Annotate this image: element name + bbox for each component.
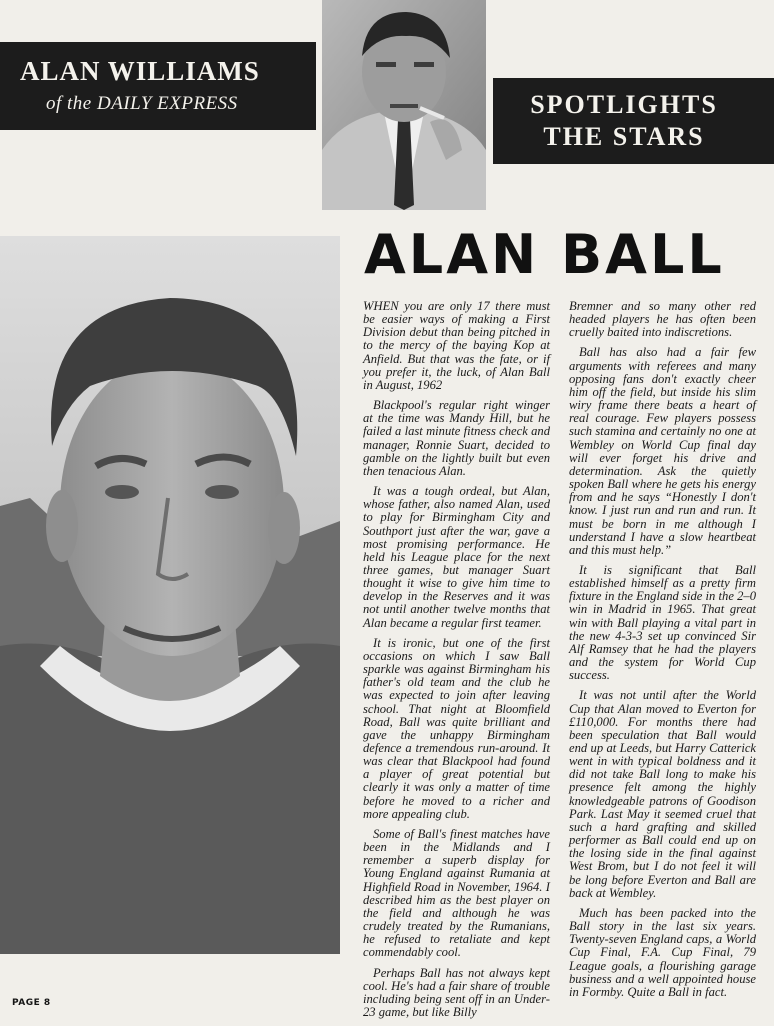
article-paragraph: It was a tough ordeal, but Alan, whose father, also named Alan, used to play for Birmingham City and Southport just after the war, gave a most promising performance. He held his League place for the next three games, but manager Suart thought it wise to give him time to develop in the Reserves and it was not until another twelve months that Alan became a regular first teamer. [363,484,550,630]
article-paragraph: It is significant that Ball established himself as a pretty firm fixture in the England side in the 2–0 win in Madrid in 1965. That great win with Ball playing a vital part in the new 4-3-3 set up convinced Sir Alf Ramsey that he had the players and the system for World Cup success. [569,562,756,683]
article-headline: ALAN BALL [364,223,725,286]
byline-banner [0,42,316,130]
article-column-1 [363,300,550,1026]
article-paragraph: Ball has also had a fair few arguments with referees and many opposing fans don't exactly cheer him off the field, but inside his slim wiry frame there beats a heart of real courage. Few players possess such stamina and certainly no one at Wembley on World Cup final day will ever forget his drive and determination. Ask the quietly spoken Ball where he gets his energy from and he says “Honestly I don't know. I just run and run and run. It must be born in me although I understand I have a slow heartbeat and this must help.” [569,345,756,557]
paragraph-text: WHEN you are only 17 there must be easier ways of making a First Division debut than being pitched in to the mercy of the baying Kop at Anfield. But that was the fate, or if you prefer it, the luck, of Alan Ball in August, 1962 [363,299,550,392]
article-paragraph: It is ironic, but one of the first occasions on which I saw Ball sparkle was against Birmingham his father's old team and the club he was expected to join after leaving school. That night at Bloomfield Road, Ball was quite brilliant and gave the unhappy Birmingham defence a tremendous run-around. It was clear that Blackpool had found a player of great potential but clearly it was only a matter of time before he moved to a richer and more appealing club. [363,635,550,821]
article-paragraph: Perhaps Ball has not always kept cool. He's had a fair share of trouble including being sent off in an Under-23 game, but like Billy [363,965,550,1019]
author-name: ALAN WILLIAMS [20,56,260,86]
player-photo [0,236,340,954]
publication-name: of the DAILY EXPRESS [46,93,238,114]
feature-banner [493,78,774,164]
article-column-2 [569,300,756,1006]
article-paragraph [363,300,550,392]
page-number: PAGE 8 [12,998,51,1008]
article-paragraph: Bremner and so many other red headed players he has often been cruelly baited into indiscretions. [569,299,756,340]
article-paragraph: Some of Ball's finest matches have been in the Midlands and I remember a superb display for Young England against Rumania at Highfield Road in November, 1964. I described him as the best player on the field and although he was crudely treated by the Rumanians, he refused to retaliate and kept commendably cool. [363,826,550,960]
author-photo [322,0,486,210]
article-paragraph: Blackpool's regular right winger at the time was Mandy Hill, but he failed a last minute fitness check and manager, Ronnie Suart, decided to gamble on the lightly built but even then tenacious Alan. [363,398,550,478]
article-paragraph: It was not until after the World Cup that Alan moved to Everton for £110,000. For months there had been speculation that Ball would end up at Leeds, but Harry Catterick went in with typical boldness and it did not take Ball long to make his presence felt among the highly knowledgeable patrons of Goodison Park. Last May it seemed cruel that such a hard grafting and skilled performer as Ball could end up on the losing side in the final against West Brom, but I do not feel it will be long before Everton and Ball are back at Wembley. [569,688,756,900]
article-paragraph: Much has been packed into the Ball story in the last six years. Twenty-seven England caps, a World Cup Final, F.A. Cup Final, 79 League goals, a flourishing garage business and a well appointed house in Formby. Quite a Ball in fact. [569,905,756,999]
feature-title-line1: SPOTLIGHTS [530,90,718,119]
feature-title-line2: THE STARS [543,122,705,151]
